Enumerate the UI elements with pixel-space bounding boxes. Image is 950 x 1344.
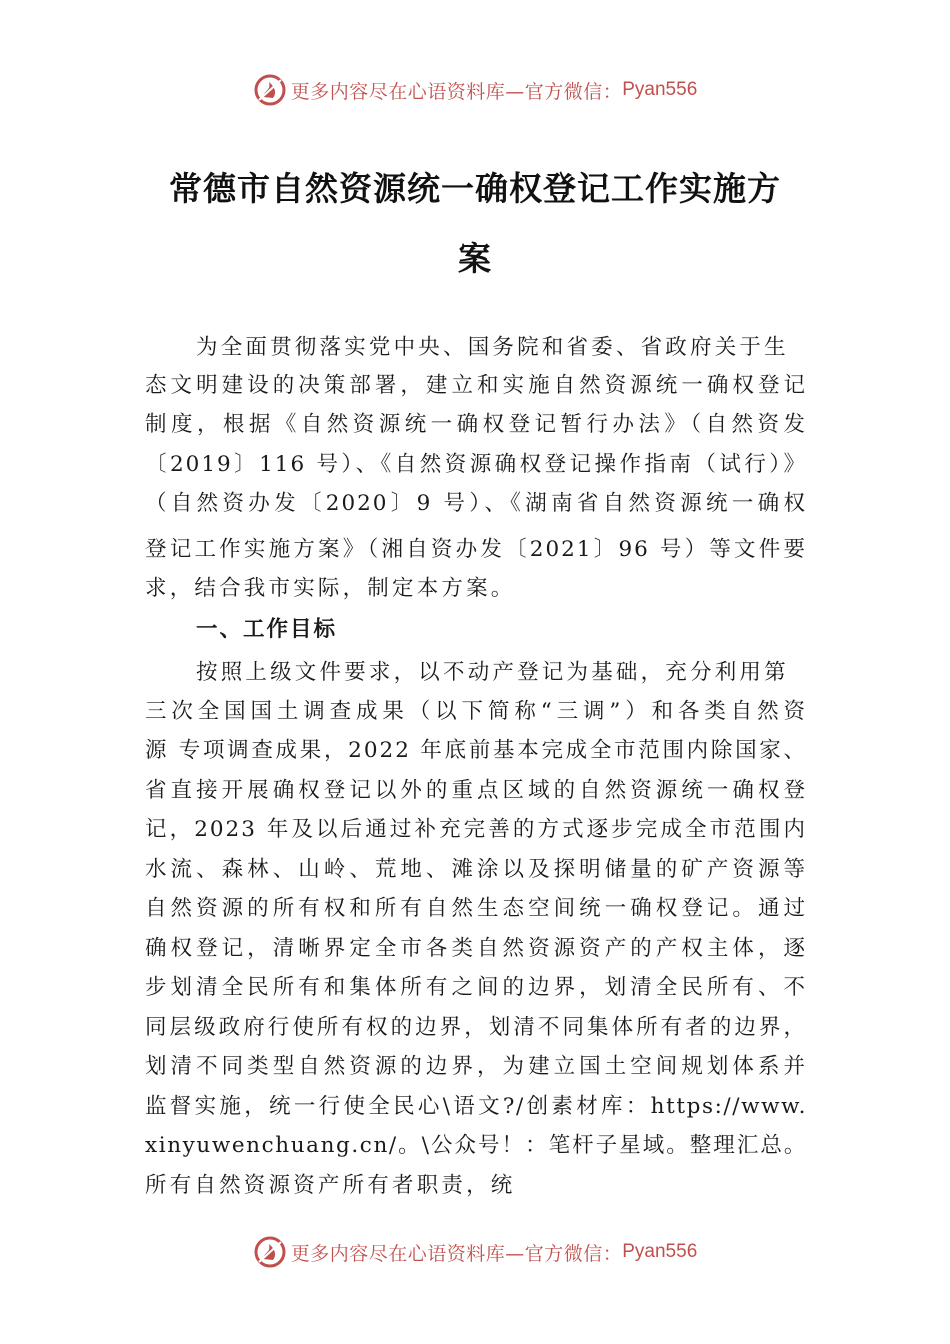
paragraph-line: 求，结合我市实际，制定本方案。 <box>145 576 516 601</box>
document-title-line-1: 常德市自然资源统一确权登记工作实施方 <box>169 169 781 208</box>
paragraph-line: 按照上级文件要求，以不动产登记为基础，充分利用第 <box>196 660 789 685</box>
paragraph-line: 监督实施，统一行使全民心\语文?/创素材库：https://www. <box>145 1094 807 1119</box>
paragraph-line: 确权登记，清晰界定全市各类自然资源资产的产权主体，逐 <box>145 936 807 961</box>
paragraph-line: 步划清全民所有和集体所有之间的边界，划清全民所有、不 <box>145 975 807 1000</box>
banner-wechat-id: Pyan556 <box>622 1241 698 1262</box>
section-heading: 一、工作目标 <box>196 617 338 642</box>
paragraph-line: 水流、森林、山岭、荒地、滩涂以及探明储量的矿产资源等 <box>145 857 807 882</box>
paragraph-line: 为全面贯彻落实党中央、国务院和省委、省政府关于生 <box>196 335 789 360</box>
paragraph-line: 记，2023 年及以后通过补充完善的方式逐步完成全市范围内 <box>145 817 807 842</box>
paragraph-line: xinyuwenchuang.cn/。\公众号！：笔杆子星域。整理汇总。 <box>145 1133 807 1158</box>
paragraph-line: 三次全国国土调查成果（以下简称“三调”）和各类自然资 <box>145 699 807 724</box>
paragraph-line: 省直接开展确权登记以外的重点区域的自然资源统一确权登 <box>145 778 807 803</box>
paragraph-line: 制度，根据《自然资源统一确权登记暂行办法》（自然资发 <box>145 412 807 437</box>
paragraph-line: 同层级政府行使所有权的边界，划清不同集体所有者的边界， <box>145 1015 807 1040</box>
paragraph-line: 自然资源的所有权和所有自然生态空间统一确权登记。通过 <box>145 896 807 921</box>
flame-circle-logo-icon <box>253 73 287 107</box>
header-banner <box>0 70 950 110</box>
footer-banner <box>0 1232 950 1272</box>
paragraph-line: 源 专项调查成果，2022 年底前基本完成全市范围内除国家、 <box>145 738 807 763</box>
paragraph-line: 态文明建设的决策部署，建立和实施自然资源统一确权登记 <box>145 373 807 398</box>
paragraph-line: 所有自然资源资产所有者职责，统 <box>145 1173 516 1198</box>
banner-text: 更多内容尽在心语资料库—官方微信： <box>290 80 623 103</box>
flame-circle-logo-icon <box>253 1235 287 1269</box>
paragraph-line: （自然资办发〔2020〕9 号）、《湖南省自然资源统一确权 <box>145 491 807 516</box>
paragraph-line: 〔2019〕116 号）、《自然资源确权登记操作指南（试行）》 <box>145 452 807 477</box>
banner-wechat-id: Pyan556 <box>622 79 698 100</box>
banner-text: 更多内容尽在心语资料库—官方微信： <box>290 1242 623 1265</box>
paragraph-line: 划清不同类型自然资源的边界，为建立国土空间规划体系并 <box>145 1054 807 1079</box>
paragraph-line: 登记工作实施方案》（湘自资办发〔2021〕96 号）等文件要 <box>145 537 807 562</box>
document-title-line-2: 案 <box>458 239 492 278</box>
